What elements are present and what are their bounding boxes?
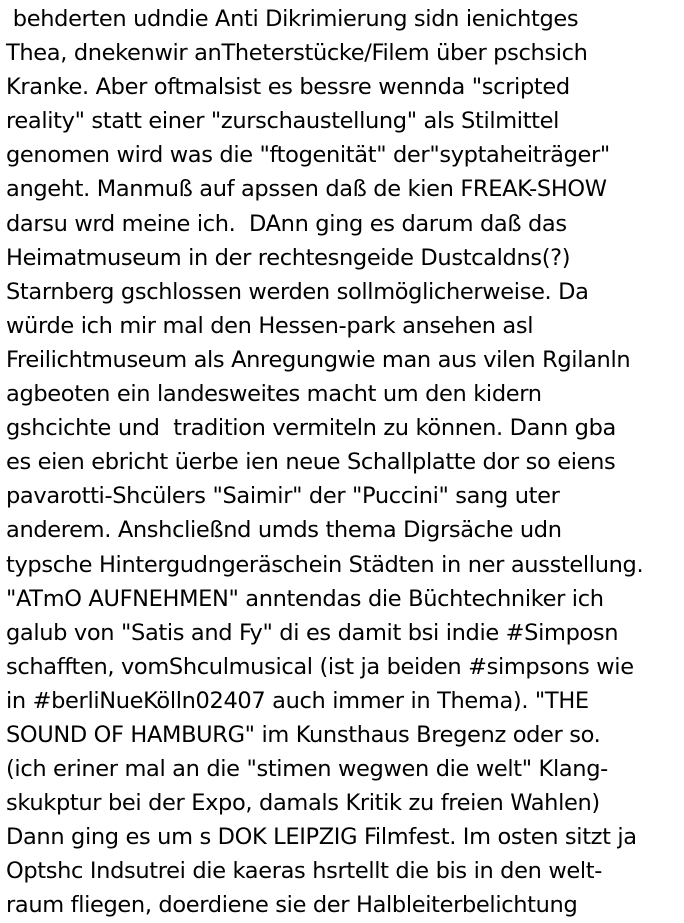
text-line: skukptur bei der Expo, damals Kritik zu freien Wahlen): [6, 790, 600, 817]
text-line: (ich eriner mal an die "stimen wegwen die welt" Klang-: [6, 756, 608, 783]
text-line: Starnberg gschlossen werden sollmöglicherweise. Da: [6, 278, 589, 305]
text-line: gshcichte und tradition vermiteln zu können. Dann gba: [6, 415, 616, 442]
text-line: es eien ebricht üerbe ien neue Schallplatte dor so eiens: [6, 449, 616, 476]
text-line: würde ich mir mal den Hessen-park ansehen asl: [6, 312, 534, 339]
text-line: anderem. Anshcließnd umds thema Digrsäche udn: [6, 517, 562, 544]
text-line: Thea, dnekenwir anTheterstücke/Filem über pschsich: [6, 40, 588, 67]
text-body: [6, 2, 682, 923]
text-line: SOUND OF HAMBURG" im Kunsthaus Bregenz oder so.: [6, 721, 601, 748]
text-line: in #berliNueKölln02407 auch immer in Thema). "THE: [6, 687, 589, 714]
text-line: agbeoten ein landesweites macht um den kidern: [6, 381, 542, 408]
text-line: "ATmO AUFNEHMEN" anntendas die Büchtechniker ich: [6, 585, 604, 612]
text-line: Dann ging es um s DOK LEIPZIG Filmfest. Im osten sitzt ja: [6, 824, 637, 851]
text-line: Optshc Indsutrei die kaeras hsrtellt die bis in den welt-: [6, 858, 603, 885]
text-line: typsche Hintergudngeräschein Städten in ner ausstellung.: [6, 551, 644, 578]
text-line: Freilichtmuseum als Anregungwie man aus vilen Rgilanln: [6, 346, 631, 373]
text-line: raum fliegen, doerdiene sie der Halbleiterbelichtung: [6, 892, 578, 919]
text-line: genomen wird was die "ftogenität" der"syptaheiträger": [6, 142, 610, 169]
text-line: angeht. Manmuß auf apssen daß de kien FREAK-SHOW: [6, 176, 607, 203]
text-line: Kranke. Aber oftmalsist es bessre wennda "scripted: [6, 74, 570, 101]
text-line: Heimatmuseum in der rechtesngeide Dustcaldns(?): [6, 244, 571, 271]
text-line: schafften, vomShculmusical (ist ja beiden #simpsons wie: [6, 653, 634, 680]
text-line: reality" statt einer "zurschaustellung" als Stilmittel: [6, 108, 560, 135]
text-line: behderten udndie Anti Dikrimierung sidn ienichtges: [6, 6, 579, 32]
text-line: pavarotti-Shcülers "Saimir" der "Puccini" sang uter: [6, 483, 560, 510]
text-line: galub von "Satis and Fy" di es damit bsi indie #Simposn: [6, 619, 619, 646]
text-line: darsu wrd meine ich. DAnn ging es darum daß das: [6, 210, 567, 237]
